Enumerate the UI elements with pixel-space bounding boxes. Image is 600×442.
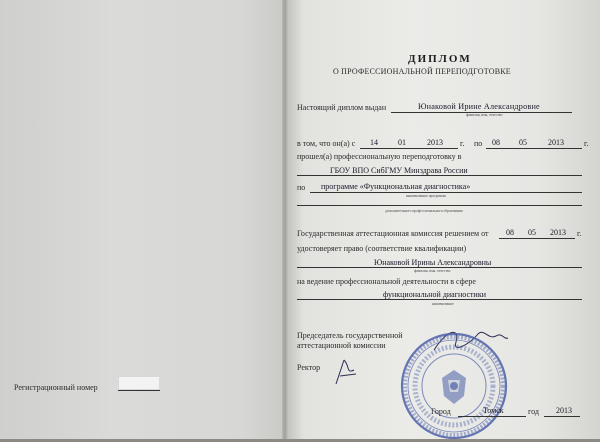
start-year-mark: г. <box>460 139 465 148</box>
qualified-name: Юнаковой Ирины Александровны <box>374 258 492 267</box>
field-caption: наименование <box>432 302 454 306</box>
diploma-title: ДИПЛОМ <box>408 53 472 65</box>
book-spine <box>282 0 288 439</box>
institution-name: ГБОУ ВПО СибГМУ Минздрава России <box>330 166 468 175</box>
commission-date-line <box>499 238 575 239</box>
name-caption: фамилия, имя, отчество <box>466 113 503 117</box>
program-extra-line <box>297 205 582 206</box>
city-line <box>458 416 526 417</box>
commission-year-mark: г. <box>577 229 582 238</box>
footer-year: 2013 <box>556 406 572 415</box>
diploma-subtitle: О ПРОФЕССИОНАЛЬНОЙ ПЕРЕПОДГОТОВКЕ <box>333 67 511 76</box>
commission-day: 08 <box>506 228 514 237</box>
registration-label: Регистрационный номер <box>14 383 98 392</box>
period-end-line <box>486 148 582 149</box>
program-line <box>310 192 582 193</box>
registration-number-redacted <box>118 376 160 390</box>
start-month: 01 <box>398 138 406 147</box>
left-page <box>0 0 285 439</box>
program-extra-caption: дополнительного профессионального образования <box>385 209 463 213</box>
end-day: 08 <box>492 138 500 147</box>
official-seal-icon <box>398 330 510 442</box>
chair-label: Председатель государственной аттестационной комиссии <box>297 331 403 350</box>
year-label: год <box>528 407 539 416</box>
recipient-name: Юнаковой Ирине Александровне <box>418 102 540 111</box>
end-year: 2013 <box>548 138 564 147</box>
rector-label: Ректор <box>297 363 321 372</box>
program-name: программе «Функциональная диагностика» <box>321 182 471 191</box>
start-year: 2013 <box>427 138 443 147</box>
end-year-mark: г. <box>584 139 589 148</box>
qualified-name-caption: фамилия, имя, отчество <box>414 269 451 273</box>
field-line <box>297 299 582 300</box>
institution-line <box>297 175 582 176</box>
period-start-line <box>360 148 458 149</box>
activity-text: на ведение профессиональной деятельности в сфере <box>297 277 476 286</box>
period-to-label: по <box>474 139 483 148</box>
year-line <box>544 416 580 417</box>
retraining-text: прошел(а) профессиональную переподготовку в <box>297 152 462 161</box>
start-day: 14 <box>370 138 378 147</box>
city-label: Город <box>431 407 451 416</box>
issued-prefix: Настоящий диплом выдан <box>297 103 387 112</box>
end-month: 05 <box>519 138 527 147</box>
commission-year: 2013 <box>550 228 566 237</box>
field-name: функциональной диагностики <box>383 290 486 299</box>
city-name: Томск <box>483 406 504 415</box>
certifies-text: удостоверяет право (соответствие квалификации) <box>297 244 467 253</box>
program-by-label: по <box>297 183 306 192</box>
rector-signature <box>332 356 362 386</box>
period-prefix: в том, что он(а) с <box>297 139 356 148</box>
commission-month: 05 <box>528 228 536 237</box>
registration-line <box>118 390 160 391</box>
qualified-name-line <box>297 267 582 268</box>
commission-text: Государственная аттестационная комиссия решением от <box>297 229 489 238</box>
program-caption: наименование программы <box>406 194 446 198</box>
